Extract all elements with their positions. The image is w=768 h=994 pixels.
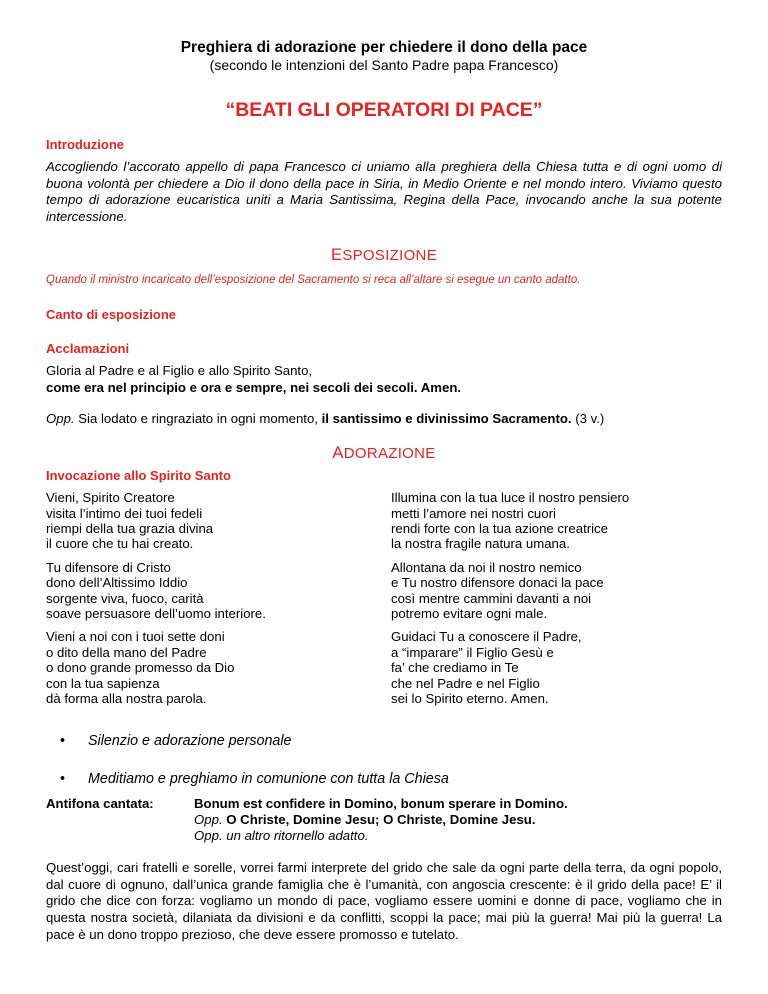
hymn-line: o dono grande promesso da Dio: [46, 660, 235, 676]
esposizione-note: Quando il ministro incaricato dell’esposizione del Sacramento si reca all’altare si esegue un canto adatto.: [46, 274, 581, 287]
hymn-line: sei lo Spirito eterno. Amen.: [391, 691, 549, 707]
section-esposizione: [46, 246, 722, 265]
acclamazioni-heading: Acclamazioni: [46, 341, 130, 357]
antifona-text: [194, 796, 568, 843]
hymn-line: dono dell’Altissimo Iddio: [46, 575, 188, 591]
document-subtitle: (secondo le intenzioni del Santo Padre papa Francesco): [209, 57, 559, 73]
hymn-line: riempi della tua grazia divina: [46, 520, 214, 536]
invocazione-heading: Invocazione allo Spirito Santo: [46, 468, 231, 484]
section-adorazione-initial: A: [332, 444, 344, 463]
gloria-line-2: come era nel principio e ora e sempre, nei secoli dei secoli. Amen.: [46, 379, 462, 395]
hymn-stanza: [46, 560, 377, 622]
antifona-label: Antifona cantata:: [46, 796, 154, 812]
antifona-opp-label: Opp.: [194, 812, 223, 828]
section-adorazione: [46, 444, 722, 463]
opp-acclamation: [46, 411, 722, 428]
hymn-line: con la tua sapienza: [46, 675, 160, 691]
hymn-line: potremo evitare ogni male.: [391, 606, 548, 621]
opp-bold: il santissimo e divinissimo Sacramento.: [321, 410, 572, 426]
document-title: Preghiera di adorazione per chiedere il dono della pace: [180, 39, 588, 56]
bullet-text: Silenzio e adorazione personale: [88, 733, 292, 750]
hymn-line: dà forma alla nostra parola.: [46, 691, 207, 707]
section-esposizione-rest: SPOSIZIONE: [342, 247, 437, 265]
hymn-column-left: [46, 490, 377, 714]
bullet-dot-icon: •: [60, 733, 66, 750]
antifona-line-1: Bonum est confidere in Domino, bonum sperare in Domino.: [194, 796, 568, 812]
hymn-line: Vieni a noi con i tuoi sette doni: [46, 629, 225, 645]
hymn-stanza: [46, 629, 377, 706]
hymn-line: e Tu nostro difensore donaci la pace: [391, 575, 604, 591]
hymn-column-right: [391, 490, 722, 714]
hymn-line: a “imparare” il Figlio Gesù e: [391, 644, 554, 660]
hymn-line: sorgente viva, fuoco, carità: [46, 590, 204, 606]
hymn-stanza: [46, 490, 377, 552]
hymn-line: soave persuasore dell’uomo interiore.: [46, 606, 266, 621]
intro-heading: Introduzione: [46, 137, 124, 152]
hymn-line: così mentre cammini davanti a noi: [391, 590, 592, 606]
bullet-item: [60, 770, 722, 788]
bullet-dot-icon: •: [60, 771, 66, 788]
bullet-item: [60, 732, 722, 750]
hymn-line: o dito della mano del Padre: [46, 644, 207, 660]
section-esposizione-initial: E: [331, 246, 343, 265]
opp-tail: (3 v.): [571, 410, 605, 426]
hymn-line: il cuore che tu hai creato.: [46, 536, 194, 552]
intro-text: Accogliendo l’accorato appello di papa Francesco ci uniamo alla preghiera della Chiesa tutta e di ogni uomo di buona volontà per chiedere a Dio il dono della pace in Siria, in Medio Oriente e nel mondo intero. Viviamo questo tempo di adorazione eucaristica uniti a Maria Santissima, Regina della Pace, invocando anche la sua potente intercessione.: [46, 159, 722, 224]
hymn-line: che nel Padre e nel Figlio: [391, 675, 540, 691]
hymn-line: la nostra fragile natura umana.: [391, 536, 570, 552]
section-adorazione-rest: DORAZIONE: [343, 445, 436, 463]
hymn-line: Guidaci Tu a conoscere il Padre,: [391, 629, 582, 645]
hymn-stanza: [391, 560, 722, 622]
hymn-line: Allontana da noi il nostro nemico: [391, 559, 582, 575]
canto-heading: Canto di esposizione: [46, 307, 177, 323]
bullet-text: Meditiamo e preghiamo in comunione con tutta la Chiesa: [88, 771, 449, 788]
opp-label: Opp.: [46, 410, 75, 426]
hymn-line: Vieni, Spirito Creatore: [46, 490, 175, 506]
hymn-line: fa’ che crediamo in Te: [391, 660, 519, 676]
hymn-line: Illumina con la tua luce il nostro pensiero: [391, 490, 630, 506]
antifona-line-2: O Christe, Domine Jesu; O Christe, Domine Jesu.: [222, 812, 536, 828]
hymn-columns: [46, 490, 722, 714]
hymn-line: Tu difensore di Cristo: [46, 559, 171, 575]
hymn-line: metti l’amore nei nostri cuori: [391, 505, 556, 521]
hymn-line: rendi forte con la tua azione creatrice: [391, 520, 608, 536]
antifona-block: [46, 796, 722, 843]
gloria-line-1: Gloria al Padre e al Figlio e allo Spirito Santo,: [46, 363, 313, 379]
hymn-line: visita l’intimo dei tuoi fedeli: [46, 505, 203, 521]
document-motto: “BEATI GLI OPERATORI DI PACE”: [225, 99, 543, 121]
hymn-stanza: [391, 629, 722, 706]
hymn-stanza: [391, 490, 722, 552]
opp-text: Sia lodato e ringraziato in ogni momento,: [74, 410, 322, 426]
antifona-line-3: Opp. un altro ritornello adatto.: [194, 828, 369, 844]
closing-paragraph: Quest’oggi, cari fratelli e sorelle, vorrei farmi interprete del grido che sale da ogni parte della terra, da ogni popolo, dal cuore di ognuno, dall’unica grande famiglia che è l’umanità, con angoscia crescente: è il grido della pace! E’ il grido che dice con forza: vogliamo un mondo di pace, vogliamo essere uomini e donne di pace, vogliamo che in questa nostra società, dilaniata da divisioni e da conflitti, scoppi la pace; mai più la guerra! Mai più la guerra! La pace è un dono troppo prezioso, che deve essere promosso e tutelato.: [46, 859, 722, 943]
